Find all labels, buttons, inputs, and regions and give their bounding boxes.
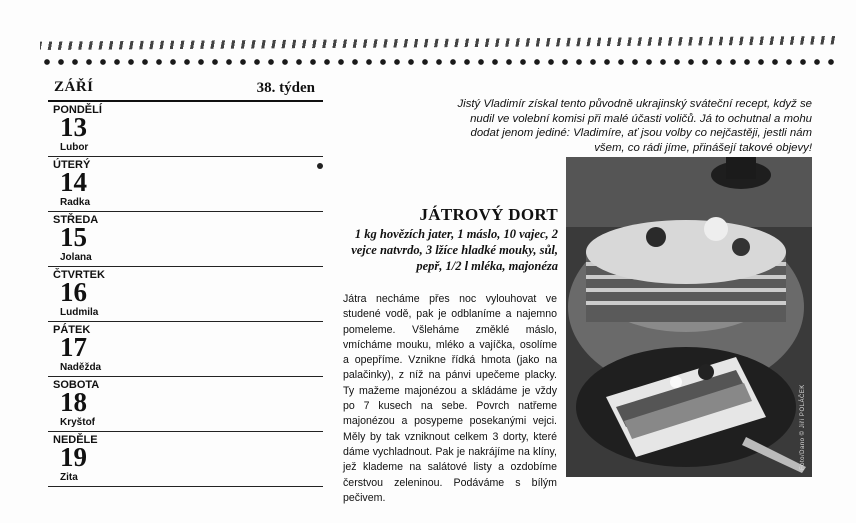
day-number: 18 [60,387,87,417]
day-row[interactable] [48,432,323,487]
day-name: PONDĚLÍ [53,104,102,116]
day-row[interactable] [48,322,323,377]
week-column [48,78,323,487]
ink-dot-mark [317,163,323,169]
recipe-ingredients: 1 kg hovězích jater, 1 máslo, 10 vajec, 2 vejce natvrdo, 3 lžíce hladké mouky, sůl, pepř, 1/2 l mléka, majonéza [351,227,558,273]
nameday: Jolana [60,252,92,263]
nameday: Ludmila [60,307,99,318]
day-name: SOBOTA [53,379,100,391]
day-row[interactable] [48,212,323,267]
cake-illustration [566,157,812,477]
nameday: Naděžda [60,362,102,373]
day-name: STŘEDA [53,214,99,226]
day-number: 13 [60,112,87,142]
day-row[interactable] [48,267,323,322]
day-name: ÚTERÝ [53,159,91,171]
nameday: Radka [60,197,91,208]
recipe-method: Játra necháme přes noc vylouhovat ve studené vodě, pak je odblaníme a najemno pomeleme. Všleháme změklé máslo, vmícháme mouku, mléko a vajíčka, osolíme a opepříme. Vznikne řídká hmota (jako na palačinky), z níž na pánvi upečeme placky. Ty mažeme majonézou a skládáme je vždy po 7 kusech na sebe. Povrch natřeme majonézou a posypeme posekanými vejci. Měly by tak vzniknout celkem 3 dorty, které dáme vychladnout. Pak je nakrájíme na klíny, jež klademe na salátové listy a ozdobíme čerstvou zeleninou. Podáváme s bílým pečivem. [343,293,557,504]
binding-holes [40,58,840,66]
day-row[interactable] [48,157,323,212]
nameday: Kryštof [60,417,96,428]
day-number: 15 [60,222,87,252]
day-number: 16 [60,277,87,307]
spiral-binding [40,28,840,68]
day-number: 14 [60,167,87,197]
day-number: 17 [60,332,87,362]
nameday: Lubor [60,142,89,153]
recipe-intro: Jistý Vladimír získal tento původně ukrajinský sváteční recept, když se nudil ve volební komisi při malé účasti voličů. Já to ochutnal a mohu dodat jenom jediné: Vladimíre, ať jsou volby co nejčastěji, jestli nám všem, co rádi jíme, přinášejí takové objevy! [457,98,812,154]
week-number: 38. týden [256,80,315,96]
photo-credit: Foto/Dano © Jiří POLÁČEK [800,384,806,470]
day-name: ČTVRTEK [53,269,105,281]
day-row[interactable] [48,377,323,432]
month-label: ZÁŘÍ [54,79,94,95]
nameday: Zita [60,472,78,483]
binding-coils [40,36,840,50]
day-number: 19 [60,442,87,472]
week-header [48,78,323,102]
day-row[interactable] [48,102,323,157]
day-name: NEDĚLE [53,434,98,446]
day-name: PÁTEK [53,324,91,336]
recipe-title: JÁTROVÝ DORT [419,205,558,224]
cake-photo [566,157,812,477]
